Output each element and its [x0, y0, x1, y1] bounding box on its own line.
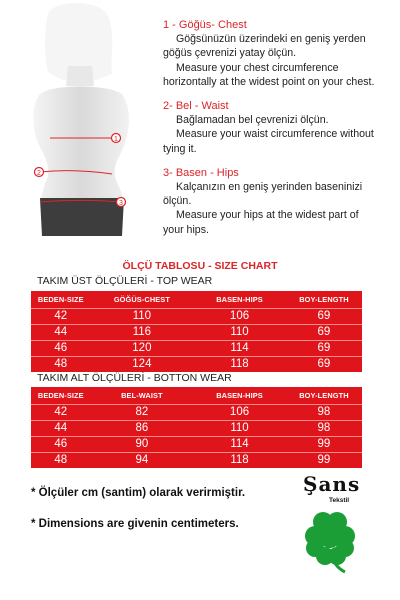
- table-cell: 82: [91, 404, 194, 420]
- column-header: BOY-LENGTH: [286, 291, 362, 308]
- table-row: [31, 308, 362, 324]
- table-cell: 110: [193, 420, 286, 436]
- column-header: BASEN-HIPS: [193, 387, 286, 404]
- instruction-line: horizontally at the widest point on your chest.: [163, 75, 375, 88]
- instruction-line: your hips.: [163, 223, 209, 236]
- instruction-line: Göğsünüzün üzerindeki en geniş yerden: [176, 33, 366, 46]
- table-cell: 42: [31, 308, 91, 324]
- table-cell: 110: [91, 308, 194, 324]
- table-cell: 69: [286, 356, 362, 372]
- table-row: [31, 340, 362, 356]
- mannequin-figure: [0, 0, 160, 250]
- table-cell: 98: [286, 420, 362, 436]
- top-wear-label: TAKIM ÜST ÖLÇÜLERİ - TOP WEAR: [37, 275, 213, 287]
- table-cell: 46: [31, 436, 91, 452]
- marker-waist: [35, 168, 44, 177]
- instruction-line: ölçün.: [163, 195, 192, 208]
- column-header: BEDEN-SIZE: [31, 387, 91, 404]
- table-cell: 106: [193, 404, 286, 420]
- table-cell: 86: [91, 420, 194, 436]
- table-cell: 46: [31, 340, 91, 356]
- table-cell: 120: [91, 340, 194, 356]
- table-cell: 116: [91, 324, 194, 340]
- brand-logo: [295, 472, 375, 582]
- note-cm: * Ölçüler cm (santim) olarak verirmiştir.: [31, 487, 246, 499]
- instruction-line: Measure your waist circumference without: [176, 128, 374, 141]
- note-dimensions: * Dimensions are givenin centimeters.: [31, 518, 239, 530]
- table-cell: 110: [193, 324, 286, 340]
- table-cell: 118: [193, 452, 286, 468]
- table-cell: 90: [91, 436, 194, 452]
- table-cell: 44: [31, 324, 91, 340]
- measurement-instructions: [163, 18, 395, 247]
- table-cell: 69: [286, 308, 362, 324]
- column-header: BASEN-HIPS: [193, 291, 286, 308]
- table-cell: 124: [91, 356, 194, 372]
- table-cell: 94: [91, 452, 194, 468]
- table-cell: 42: [31, 404, 91, 420]
- table-row: [31, 452, 362, 468]
- table-cell: 98: [286, 404, 362, 420]
- table-header-row: [31, 387, 362, 404]
- top-wear-table: [31, 291, 362, 372]
- table-row: [31, 324, 362, 340]
- table-cell: 69: [286, 340, 362, 356]
- instruction-line: Measure your hips at the widest part of: [176, 209, 359, 222]
- marker-label: 1: [114, 135, 118, 143]
- marker-chest: [112, 134, 121, 143]
- hips-instruction: [163, 166, 395, 237]
- instruction-line: tying it.: [163, 142, 197, 155]
- table-cell: 106: [193, 308, 286, 324]
- size-chart-title: ÖLÇÜ TABLOSU - SIZE CHART: [122, 260, 278, 272]
- column-header: BEDEN-SIZE: [31, 291, 91, 308]
- instruction-line: Measure your chest circumference: [176, 61, 339, 74]
- chest-instruction: [163, 18, 395, 89]
- table-cell: 69: [286, 324, 362, 340]
- column-header: BEL-WAIST: [91, 387, 194, 404]
- hips-title: 3- Basen - Hips: [163, 166, 239, 179]
- brand-name: Şans: [303, 472, 361, 496]
- table-cell: 114: [193, 436, 286, 452]
- table-cell: 99: [286, 452, 362, 468]
- table-cell: 44: [31, 420, 91, 436]
- table-row: [31, 420, 362, 436]
- table-cell: 114: [193, 340, 286, 356]
- column-header: GÖĞÜS-CHEST: [91, 291, 194, 308]
- brand-subtitle: Tekstil: [329, 497, 350, 504]
- instruction-line: göğüs çevrenizi yatay ölçün.: [163, 47, 297, 60]
- table-cell: 48: [31, 356, 91, 372]
- marker-label: 3: [119, 199, 123, 207]
- bottom-wear-table: [31, 387, 362, 468]
- marker-hips: [117, 198, 126, 207]
- table-cell: 48: [31, 452, 91, 468]
- bottom-wear-label: TAKIM ALT ÖLÇÜLERİ - BOTTON WEAR: [37, 372, 232, 384]
- table-cell: 99: [286, 436, 362, 452]
- waist-instruction: [163, 99, 395, 156]
- table-row: [31, 436, 362, 452]
- instruction-line: Kalçanızın en geniş yerinden baseninizi: [176, 181, 363, 194]
- instruction-line: Bağlamadan bel çevrenizi ölçün.: [176, 114, 329, 127]
- marker-label: 2: [37, 169, 41, 177]
- clover-icon: [301, 508, 361, 574]
- table-header-row: [31, 291, 362, 308]
- table-cell: 118: [193, 356, 286, 372]
- column-header: BOY-LENGTH: [286, 387, 362, 404]
- table-row: [31, 404, 362, 420]
- table-row: [31, 356, 362, 372]
- chest-title: 1 - Göğüs- Chest: [163, 19, 247, 31]
- waist-title: 2- Bel - Waist: [163, 100, 229, 113]
